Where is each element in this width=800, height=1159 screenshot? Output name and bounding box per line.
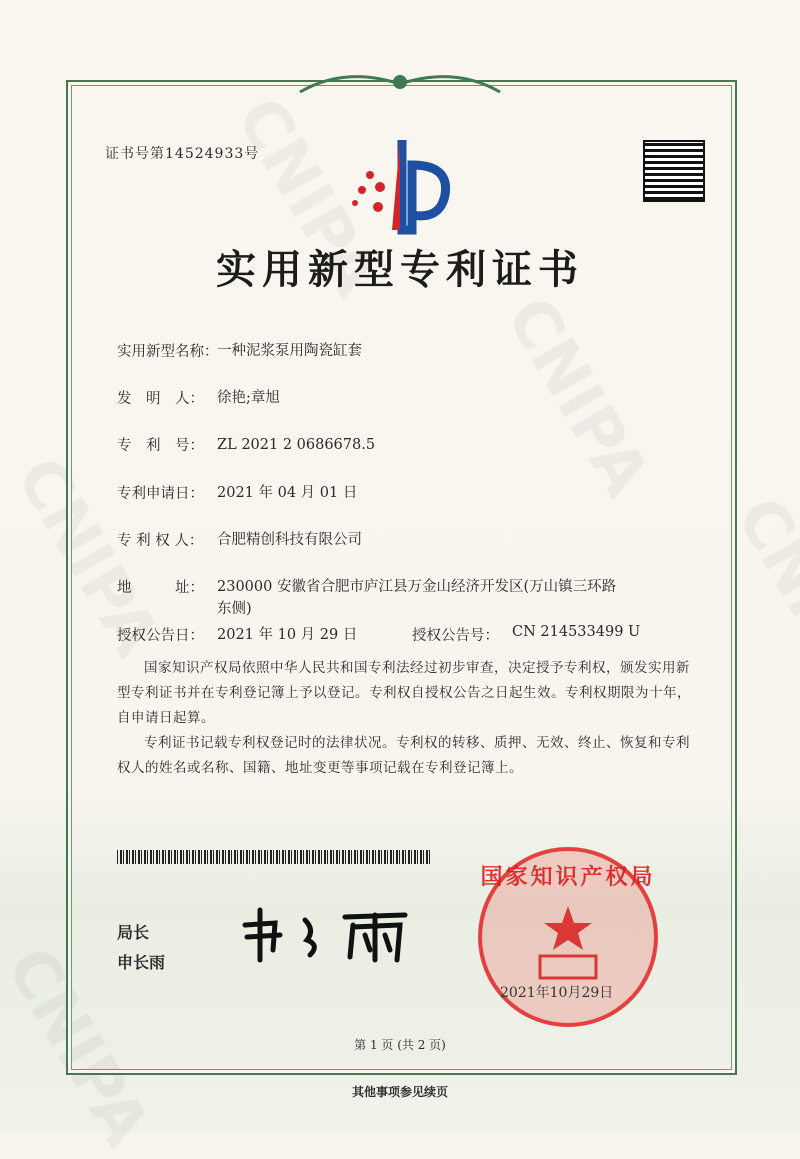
- field-name: 实用新型名称： 一种泥浆泵用陶瓷缸套: [117, 343, 362, 360]
- ornament-top-icon: [290, 66, 510, 102]
- signatory-name: 申长雨: [117, 953, 166, 972]
- cnipa-logo-icon: [340, 135, 460, 235]
- seal-text: 国家知识产权局: [480, 864, 656, 890]
- paragraph: 国家知识产权局依照中华人民共和国专利法经过初步审查，决定授予专利权，颁发实用新型专利证书并在专利登记簿上予以登记。专利权自授权公告之日起生效。专利权期限为十年，自申请日起算。: [117, 660, 691, 726]
- certificate-title: 实用新型专利证书: [216, 247, 584, 293]
- page-number: 第 1 页 (共 2 页): [354, 1038, 446, 1052]
- field-inventor: 发 明 人： 徐艳;章旭: [117, 390, 280, 407]
- signatory-role: 局长: [117, 923, 150, 942]
- certificate-number: 证书号第14524933号: [105, 146, 260, 162]
- barcode: [117, 850, 430, 864]
- qr-code: [643, 140, 705, 202]
- field-filing-date: 专利申请日： 2021 年 04 月 01 日: [117, 485, 358, 502]
- field-patent-number: 专 利 号： ZL 2021 2 0686678.5: [117, 437, 376, 454]
- field-patentee: 专 利 权 人： 合肥精创科技有限公司: [117, 532, 362, 549]
- footer-note: 其他事项参见续页: [351, 1085, 448, 1099]
- handwritten-signature: [235, 905, 415, 965]
- field-address: 地 址： 230000 安徽省合肥市庐江县万金山经济开发区(万山镇三环路东侧): [117, 579, 617, 617]
- field-grant-date: 授权公告日： 2021 年 10 月 29 日 授权公告号： CN 214533499 U: [117, 624, 641, 644]
- seal-date: 2021年10月29日: [500, 985, 614, 1001]
- paragraph: 专利证书记载专利权登记时的法律状况。专利权的转移、质押、无效、终止、恢复和专利权人的姓名或名称、国籍、地址变更等事项记载在专利登记簿上。: [117, 735, 690, 776]
